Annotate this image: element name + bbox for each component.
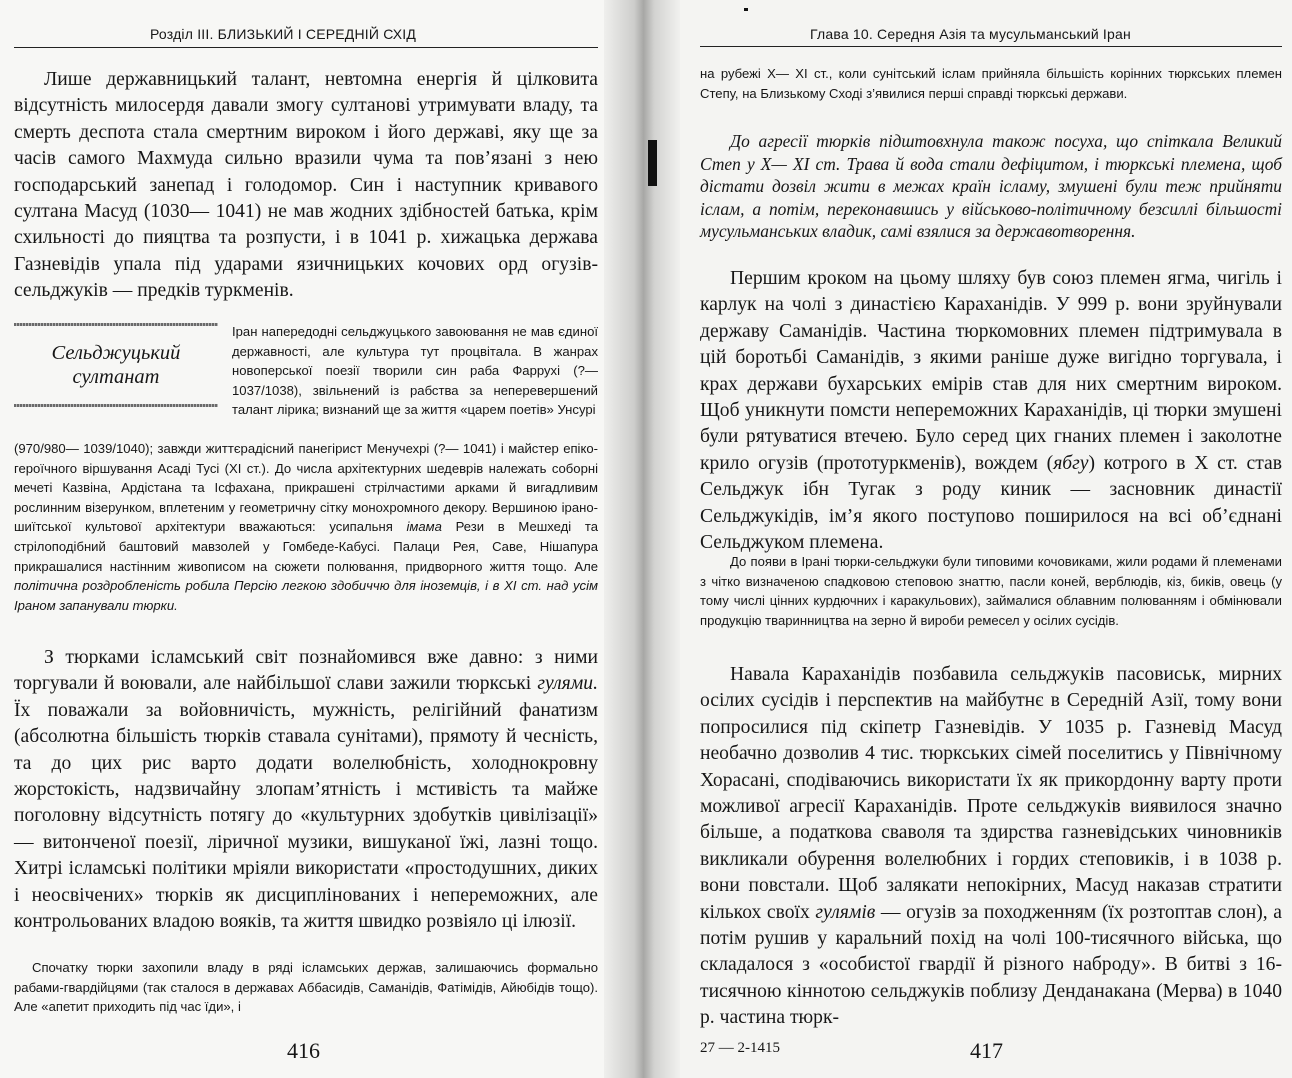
- scan-dot: [744, 8, 748, 11]
- scan-mark: [648, 140, 657, 186]
- right-italic-paragraph: До агресії тюрків підштовхнула також посуха, що спіткала Великий Степ у X— XI ст. Трава й вода стали дефіцитом, і тюркські племена, щоб дістати дозвіл жити в межах країн ісламу, змушені були теж прийняти іслам, а потім, переконавшись у військово-політичному безсиллі більшості мусульманських владик, самі взялися за державотворення.: [700, 131, 1282, 242]
- right-small-top: на рубежі X— XI ст., коли сунітський іслам прийняла більшість корінних тюркських племен Степу, на Близькому Сході з’явилися перші справді тюркські держави.: [700, 66, 1282, 101]
- term-guliamy: гулями.: [537, 673, 598, 695]
- right-running-header: Глава 10. Середня Азія та мусульманський Іран: [810, 26, 1131, 42]
- left-paragraph-1: Лише державницький талант, невтомна енергія й цілковита відсутність милосердя давали змогу султанові утримувати владу, та смерть деспота стала смертним вироком і його державі, яку ще за часів самого Махмуда сильно вразили чума та пов’язані з нею господарський занепад і голодомор. Син і наступник кривавого султана Масуд (1030— 1041) не мав жодних здібностей батька, крім схильності до пияцтва та розпусти, і в 1041 р. хижацька держава Газневідів упала під ударами язичницьких кочових орд огузів-сельджуків — предків туркменів.: [14, 69, 598, 302]
- term-yabgu: ябгу: [1053, 452, 1089, 474]
- section-rubric: [14, 323, 218, 407]
- sidebar-emphasis-2: політична роздробленість робила Персію легкою здобиччю для іноземців, і в XI ст. над усім Іраном запанували тюрки.: [14, 578, 598, 613]
- right-small-middle: До появи в Ірані тюрки-сельджуки були типовими кочовиками, жили родами й племенами з чітко визначеною спадковою степовою знаттю, пасли коней, верблюдів, кіз, биків, овець (у тому числі цінних курдючних і каракульових), займалися облавним полюванням і обмінювали продукцію тваринництва на зерно й вироби ремесел у осілих сусідів.: [700, 554, 1282, 628]
- rubric-top-rule: [14, 323, 218, 326]
- left-paragraph-2: З тюрками ісламський світ познайомився вже давно: з ними торгували й воювали, але найбільшої слави зажили тюркські гулями. Їх поважали за войовничість, мужність, релігійний фанатизм (абсолютна більшість тюрків ставала сунітами), прямоту й чесність, та до цих рис варто додати волелюбність, холоднокровну жорстокість, надзвичайну злопам’ятність і мстивість та майже поголовну відсутність потягу до «культурних здобутків цивілізації» — витонченої поезії, ліричної музики, вишуканої їжі, лазні тощо. Хитрі ісламські політики мріяли використати «простодушних, диких і неосвічених» тюрків як дисциплінованих і непереможних, але контрольованих владою вояків, та життя швидко розвіяло ці ілюзії.: [14, 647, 598, 933]
- book-gutter: [604, 0, 680, 1078]
- sidebar-emphasis-1: імама: [406, 519, 442, 535]
- printer-signature: 27 — 2-1415: [700, 1040, 780, 1056]
- left-running-header: Розділ III. БЛИЗЬКИЙ І СЕРЕДНІЙ СХІД: [150, 26, 417, 42]
- term-guliamiv: гулямів: [815, 901, 876, 923]
- section-title: Сельджуцький султанат: [51, 342, 181, 388]
- right-paragraph-3: Першим кроком на цьому шляху був союз племен ягма, чигіль і карлук на чолі з династією Караханідів. У 999 р. вони зруйнували державу Саманідів. Частина тюркомовних племен підтримувала в цій боротьбі Саманідів, з якими раніше дуже вигідно торгувала, і крах держави бухарських емірів став для них смертним вироком. Щоб уникнути помсти непереможних Караханідів, ці тюрки змушені були рятуватися втечею. Було серед цих гнаних племен і заколотне крило огузів (прототуркменів), вождем (ябгу) котрого в X ст. став Сельджук ібн Тугак з роду киник — засновник династії Сельджукідів, ім’я якого поступово поширилося на всі об’єднані Сельджуком племена.: [700, 268, 1282, 554]
- right-paragraph-4: Навала Караханідів позбавила сельджуків пасовиськ, мирних осілих сусідів і перспектив на майбутнє в Середній Азії, тому вони попросилися під скіпетр Газневідів. У 1035 р. Газневід Масуд необачно дозволив 4 тис. тюркських сімей поселитись у Північному Хорасані, сподіваючись використати їх як прикордонну варту проти можливої агресії Караханідів. Проте сельджуків виявилося значно більше, а податкова сваволя та здирства газневідських чиновників викликали обурення волелюбних і гордих степовиків, і в 1038 р. вони повстали. Щоб залякати непокірних, Масуд наказав стратити кількох своїх гулямів — огузів за походженням (їх розтоптав слон), а потім рушив у каральний похід на чолі 100-тисячного війська, що складалося з «особистої гвардії й різного наброду». В битві з 16-тисячною кіннотою сельджуків поблизу Денданакана (Мерва) в 1040 р. частина тюрк-: [700, 664, 1282, 1029]
- sidebar-text-bottom: (970/980— 1039/1040); завжди життєрадісний панегірист Менучехрі (?— 1041) і майстер епіко-героїчного віршування Асаді Тусі (XI ст.). До числа архітектурних шедеврів належать соборні мечеті Казвіна, Ардістана та Ісфахана, прикрашені стрілчастими арками й вигадливим рослинним візерунком, вплетеним у геометричну сітку монохромного декору. Вершиною ірано-шиїтської культової архітектури вважаються: усипальня імама Рези в Мешхеді та стрілоподібний баштовий мавзолей у Гомбеде-Кабусі. Палаци Рея, Саве, Нішапура прикрашалися настінним живописом на сюжети полювання, придворного життя тощо. Але політична роздробленість робила Персію легкою здобиччю для іноземців, і в XI ст. над усім Іраном запанували тюрки.: [14, 441, 599, 613]
- right-header-rule: [700, 46, 1282, 47]
- right-page-number: 417: [970, 1038, 1003, 1063]
- sidebar-text-top: Іран напередодні сельджуцького завоювання не мав єдиної державності, але культура тут процвітала. В жанрах новоперської поезії творили син раба Фаррухі (?— 1037/1038), звільнений із рабства за неперевершений талант лірика; визнаний ще за життя «царем поетів» Унсурі: [232, 324, 598, 418]
- rubric-bottom-rule: [14, 404, 218, 407]
- left-page-number: 416: [287, 1038, 320, 1063]
- left-small-bottom: Спочатку тюрки захопили владу в ряді ісламських держав, залишаючись формально рабами-гвардійцями (так сталося в державах Аббасидів, Саманідів, Фатімідів, Айюбідів тощо). Але «апетит приходить під час їди», і: [14, 960, 598, 1015]
- left-header-rule: [14, 47, 598, 48]
